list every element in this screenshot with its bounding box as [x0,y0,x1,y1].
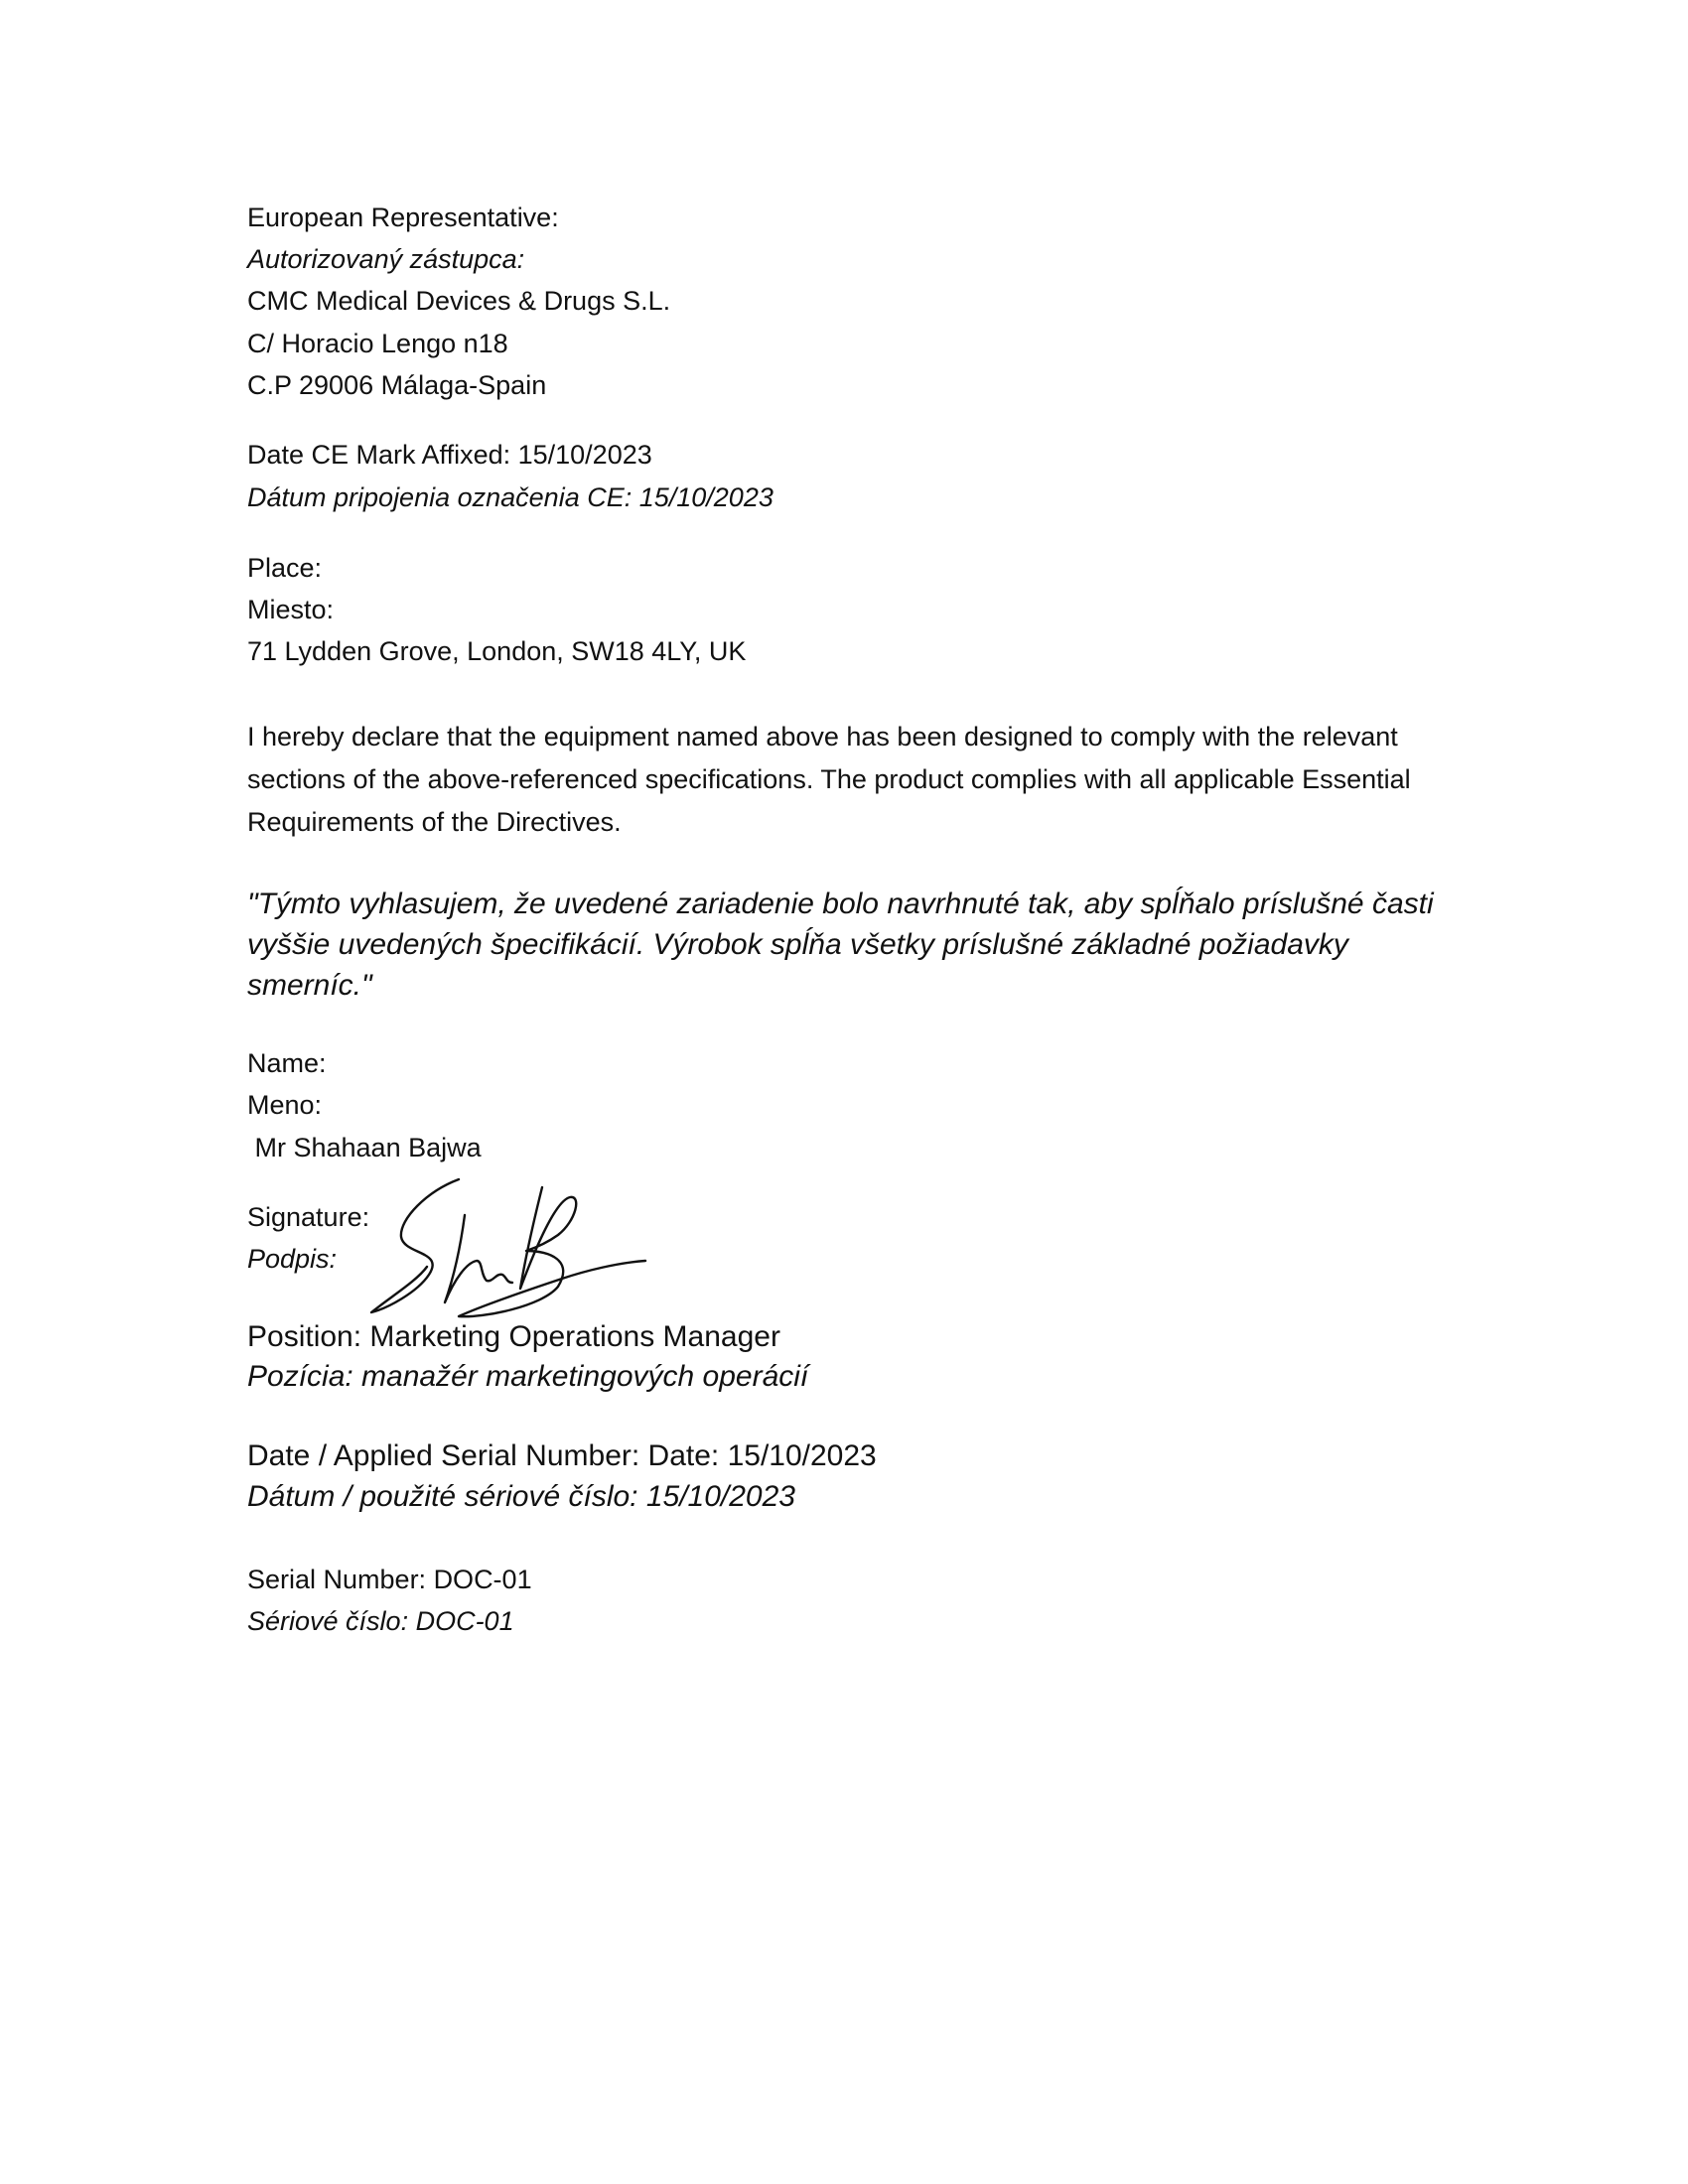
handwritten-signature [357,1171,655,1330]
representative-heading: European Representative: [247,203,559,232]
serial-number-sk: Sériové číslo: DOC-01 [247,1606,514,1636]
applied-serial-date: Date / Applied Serial Number: Date: 15/10/2023 [247,1439,877,1472]
position: Position: Marketing Operations Manager [247,1320,780,1353]
serial-number: Serial Number: DOC-01 [247,1565,532,1594]
applied-serial-date-sk: Dátum / použité sériové číslo: 15/10/2023 [247,1480,795,1513]
place-label-sk: Miesto: [247,595,335,624]
representative-postal: C.P 29006 Málaga-Spain [247,370,547,400]
signature-label-sk: Podpis: [247,1244,338,1274]
declaration-en: I hereby declare that the equipment named above has been designed to comply with the relevant sections of the above-referenced specifications. The product complies with all applicable Essential Requirements of the Directives. [247,722,1411,837]
ce-mark-date: Date CE Mark Affixed: 15/10/2023 [247,440,652,470]
place-label: Place: [247,553,323,583]
declaration-sk: "Týmto vyhlasujem, že uvedené zariadenie bolo navrhnuté tak, aby spĺňalo príslušné časti vyššie uvedených špecifikácií. Výrobok spĺňa všetky príslušné základné požiadavky smerníc." [247,887,1434,1002]
representative-heading-sk: Autorizovaný zástupca: [247,244,525,274]
representative-company: CMC Medical Devices & Drugs S.L. [247,286,671,316]
name-label-sk: Meno: [247,1090,323,1120]
position-sk: Pozícia: manažér marketingových operácií [247,1360,809,1393]
representative-street: C/ Horacio Lengo n18 [247,329,508,358]
place-address: 71 Lydden Grove, London, SW18 4LY, UK [247,636,747,666]
signatory-name: Mr Shahaan Bajwa [247,1133,482,1162]
name-label: Name: [247,1048,327,1078]
ce-mark-date-sk: Dátum pripojenia označenia CE: 15/10/2023 [247,482,774,512]
signature-label: Signature: [247,1202,370,1232]
